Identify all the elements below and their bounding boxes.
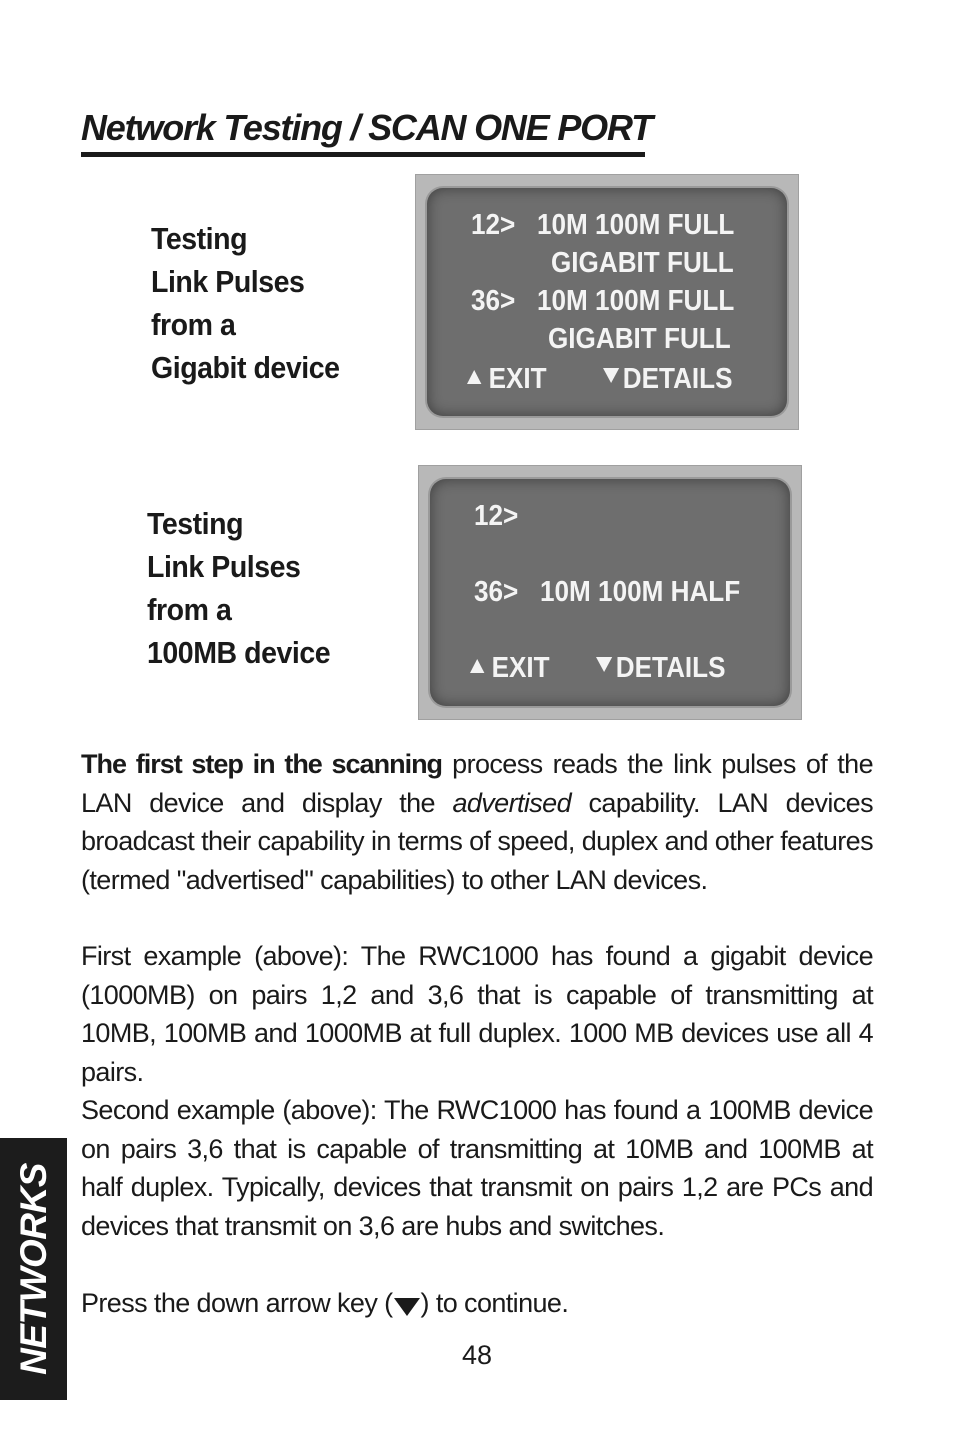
details-label: DETAILS [615, 652, 726, 684]
lcd-row-36: 36> 10M 100M FULL [471, 285, 735, 317]
triangle-down-icon [596, 657, 612, 672]
details-label: DETAILS [622, 363, 733, 395]
exit-label: EXIT [488, 363, 547, 395]
text-run: capability. LAN devices broadcast their capability in terms of speed, duplex and other features (termed "advertised" capabilities) to other LAN devices. [81, 787, 874, 895]
lcd-exit-option [467, 362, 547, 396]
lcd-row-12-gigabit: GIGABIT FULL [551, 247, 734, 279]
down-arrow-key-icon [394, 1298, 420, 1316]
caption-line: Gigabit device [151, 350, 340, 385]
lcd-row-12: 12> 10M 100M FULL [471, 209, 735, 241]
triangle-down-icon [603, 368, 619, 383]
example2-caption [147, 502, 330, 674]
lcd-exit-option [470, 651, 550, 685]
caption-line: 100MB device [147, 635, 331, 670]
emphasis: advertised [452, 787, 572, 818]
lcd-display [427, 188, 787, 416]
page-number: 48 [461, 1340, 493, 1370]
example1-caption [151, 217, 340, 389]
page-title: Network Testing / SCAN ONE PORT [81, 106, 645, 157]
section-tab-label: NETWORKS [12, 1163, 54, 1375]
triangle-up-icon [467, 370, 481, 384]
caption-line: Link Pulses [151, 264, 305, 299]
text-run: ) to continue. [420, 1288, 569, 1318]
caption-line: Link Pulses [147, 549, 301, 584]
lead-in-bold: The first step in the scanning [81, 749, 443, 779]
lcd-screenshot-100mb [418, 465, 802, 720]
caption-line: Testing [147, 506, 244, 541]
section-tab [0, 1138, 67, 1400]
lcd-details-option [596, 651, 726, 685]
lcd-details-option [603, 362, 733, 396]
lcd-screenshot-gigabit [415, 174, 799, 430]
paragraph-first-example: First example (above): The RWC1000 has found a gigabit device (1000MB) on pairs 1,2 and 3,6 that is capable of transmitting at 10MB, 100MB and 1000MB at full duplex. 1000 MB devices use all 4 pairs. [81, 941, 873, 1087]
paragraph-continue [81, 1284, 873, 1323]
triangle-up-icon [470, 659, 484, 673]
lcd-row-36-gigabit: GIGABIT FULL [548, 323, 731, 355]
lcd-display [430, 479, 790, 706]
caption-line: from a [151, 307, 236, 342]
text-run: Press the down arrow key ( [81, 1288, 393, 1318]
paragraph-second-example: Second example (above): The RWC1000 has found a 100MB device on pairs 3,6 that is capable of transmitting at 10MB and 100MB at half duplex. Typically, devices that transmit on pairs 1,2 are PCs and devices that transmit on 3,6 are hubs and switches. [81, 1095, 873, 1241]
text-run: process reads the link pulses of the LAN device and display the [81, 749, 874, 818]
lcd-row-12: 12> [474, 500, 519, 532]
exit-label: EXIT [491, 652, 550, 684]
caption-line: from a [147, 592, 232, 627]
lcd-row-36: 36> 10M 100M HALF [474, 576, 741, 608]
paragraph-scanning-intro [81, 745, 873, 899]
caption-line: Testing [151, 221, 248, 256]
